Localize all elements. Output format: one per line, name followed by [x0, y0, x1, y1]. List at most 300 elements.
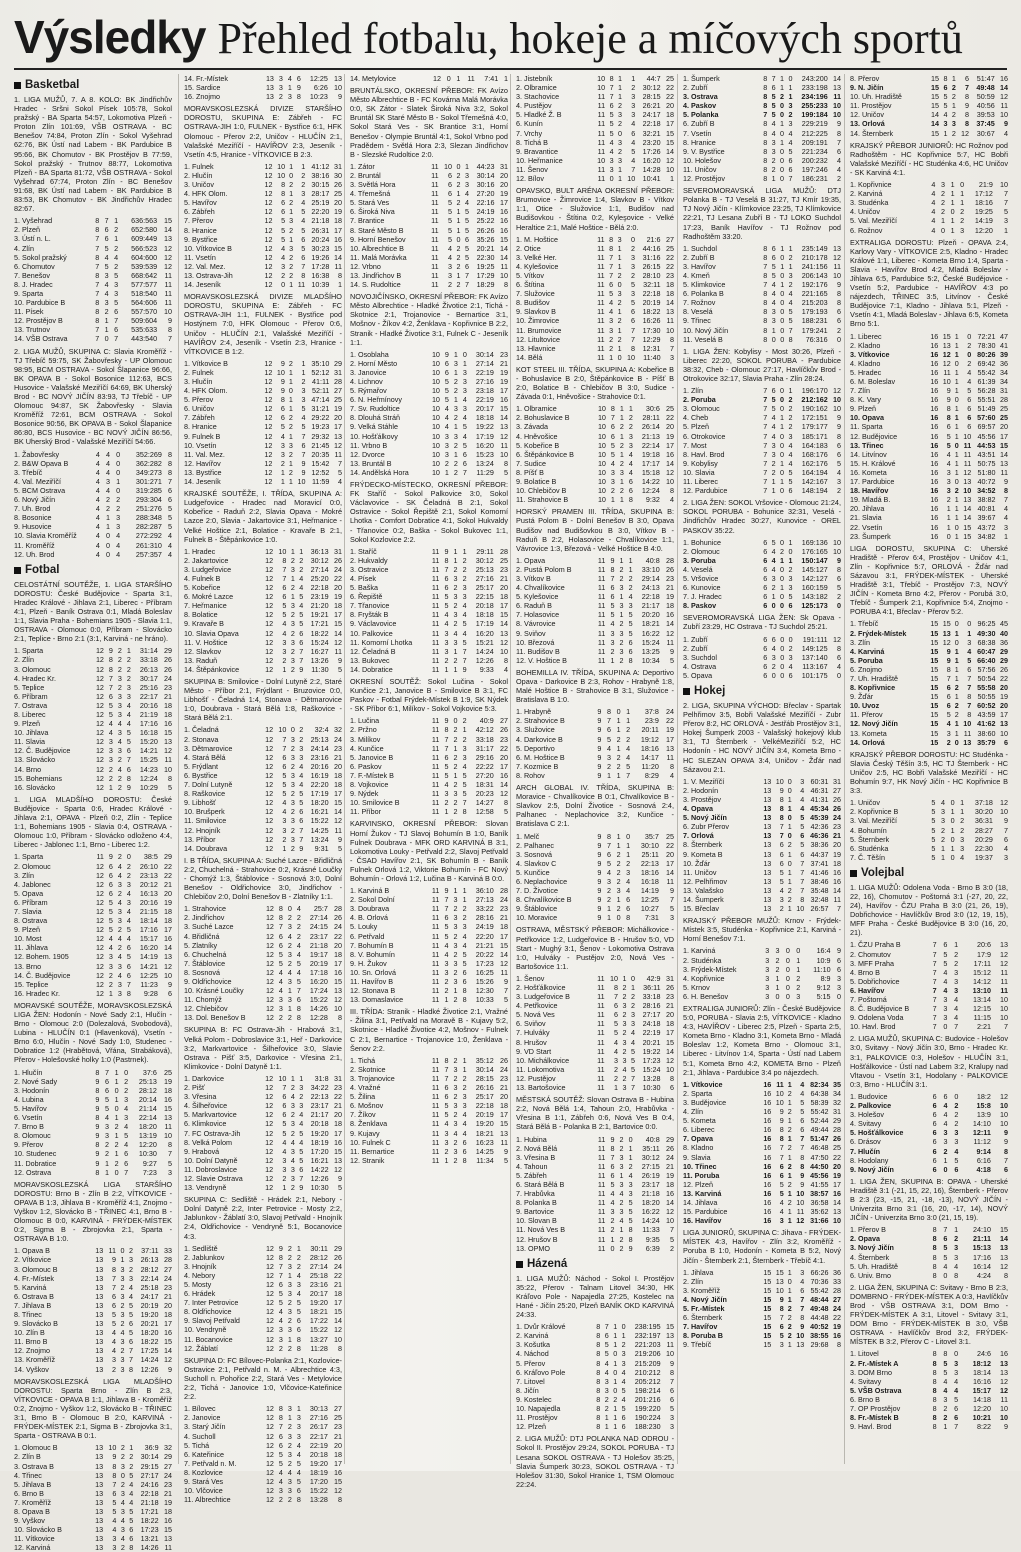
table-row: [850, 1253, 1008, 1262]
stat-cell: 349:273: [135, 467, 162, 477]
stat-cell: 11: [597, 1143, 606, 1153]
stat-cell: 12: [1000, 1261, 1008, 1271]
stat-cell: 3: [444, 440, 449, 450]
stat-cell: 18:2: [976, 1091, 991, 1101]
stat-cell: 4: [771, 422, 776, 432]
stat-cell: 12: [265, 1298, 274, 1308]
stat-cell: 3: [609, 164, 614, 174]
stat-cell: 8: [763, 316, 768, 326]
stat-cell: 1: [780, 583, 785, 593]
stat-cell: 5: [946, 440, 951, 450]
stat-cell: 23:20: [642, 137, 661, 147]
stat-cell: 13: [763, 804, 772, 814]
team-name-cell: 4. Šilheřovice: [184, 1101, 228, 1111]
stat-cell: 9: [670, 886, 674, 896]
stat-cell: 20:17: [309, 1289, 328, 1299]
stat-cell: 288:348: [135, 513, 162, 523]
stat-cell: 12: [500, 431, 508, 441]
table-row: [350, 368, 508, 377]
stat-cell: 9: [597, 734, 602, 744]
table-row: [14, 450, 172, 459]
stat-cell: 1: [619, 449, 624, 459]
table-row: [850, 1013, 1008, 1022]
stat-cell: 0: [943, 1270, 948, 1280]
stat-cell: 8: [965, 119, 970, 129]
stat-cell: 4: [117, 897, 122, 907]
stat-cell: 5: [444, 592, 449, 602]
stat-cell: 4: [837, 155, 841, 165]
stat-cell: 18: [666, 1179, 674, 1189]
standings-table: [350, 350, 508, 477]
stat-cell: 11: [164, 288, 172, 298]
stat-cell: 7: [465, 270, 469, 280]
stat-cell: 2: [796, 982, 801, 992]
stat-cell: 10: [431, 422, 440, 432]
stat-cell: 6: [104, 1085, 109, 1095]
stat-cell: 4: [126, 888, 131, 898]
stat-cell: 2: [453, 949, 458, 959]
team-name-cell: 13. Bartošovice: [516, 1083, 566, 1093]
table-row: [350, 468, 508, 477]
stat-cell: 8: [301, 270, 306, 280]
stat-cell: 11: [1000, 985, 1008, 995]
section-heading: [516, 1257, 674, 1272]
stat-cell: 2: [670, 1243, 674, 1253]
stat-cell: 15: [930, 728, 939, 738]
stat-cell: 14: [833, 1197, 841, 1207]
stat-cell: 2: [619, 1134, 624, 1144]
team-name-cell: 13. Vendryně: [184, 1183, 227, 1193]
stat-cell: 12: [264, 180, 273, 190]
stat-cell: 1: [780, 83, 785, 93]
stat-cell: 0: [943, 1022, 948, 1032]
stat-cell: 1: [787, 1294, 792, 1304]
stat-cell: 6: [763, 592, 768, 602]
team-name-cell: 2. Zubří: [683, 643, 708, 653]
table-row: [184, 1307, 342, 1316]
stat-cell: 13: [95, 1452, 104, 1462]
stat-cell: 28: [500, 886, 508, 896]
team-name-cell: 5. Teplice: [14, 682, 45, 692]
stat-cell: 8: [95, 1140, 100, 1150]
stat-cell: 4: [447, 243, 452, 253]
stat-cell: 0: [954, 737, 959, 747]
stat-cell: 5: [504, 467, 508, 477]
stat-cell: 13: [763, 831, 772, 841]
table-row: [850, 413, 1008, 422]
stat-cell: 44:23: [476, 161, 495, 171]
stat-cell: 2: [462, 734, 467, 744]
team-name-cell: 6. Kunín: [516, 119, 543, 129]
table-row: [850, 92, 1008, 101]
stat-cell: 26: [334, 1252, 342, 1262]
stat-cell: 9: [597, 770, 602, 780]
team-name-cell: 2. Poruba: [683, 395, 716, 405]
stat-cell: 5: [129, 1300, 133, 1310]
team-name-cell: 1. Zubří: [683, 634, 708, 644]
stat-cell: 164:183: [801, 440, 828, 450]
stat-cell: 10: [431, 449, 440, 459]
team-name-cell: 8. Č. Budějovice B: [850, 1004, 910, 1014]
stat-cell: 4: [290, 1137, 295, 1147]
stat-cell: 20:12: [139, 879, 158, 889]
stat-cell: 1: [453, 886, 458, 896]
stat-cell: 509:604: [131, 316, 158, 326]
stat-cell: 13: [500, 628, 508, 638]
stat-cell: 12: [265, 1013, 274, 1023]
stat-cell: 3: [771, 440, 776, 450]
stat-cell: 9: [597, 849, 602, 859]
table-row: [14, 916, 172, 925]
stat-cell: 15: [763, 1294, 772, 1304]
team-name-cell: 1. Osoblaha: [350, 349, 389, 359]
results-paragraph: SEVEROMORAVSKÁ LIGA ŽEN: Sk Opava - Zubří 23:29, HC Ostrava - TJ Suchdol 25:21.: [683, 613, 841, 632]
stat-cell: 1: [619, 610, 624, 620]
stat-cell: 11: [431, 743, 440, 753]
stat-cell: 2: [967, 340, 972, 350]
team-name-cell: 4. Cheb: [683, 413, 709, 423]
team-name-cell: 6. Ostrava B: [14, 1291, 54, 1301]
stat-cell: 9: [597, 725, 602, 735]
stat-cell: 15:23: [475, 449, 494, 459]
table-row: [350, 716, 508, 725]
stat-cell: 4: [610, 1198, 615, 1208]
team-name-cell: 13. Třinec: [850, 440, 884, 450]
stat-cell: 22: [833, 1313, 841, 1323]
team-name-cell: 6. Univ. Brno: [850, 1270, 892, 1280]
stat-cell: 168:176: [801, 449, 828, 459]
stat-cell: 5: [604, 1340, 609, 1350]
stat-cell: 24: [666, 1152, 674, 1162]
stat-cell: 206:143: [801, 270, 828, 280]
stat-cell: 17: [500, 198, 508, 208]
stat-cell: 5: [631, 1064, 635, 1074]
stat-cell: 15: [930, 701, 939, 711]
stat-cell: 1: [613, 1422, 618, 1432]
team-name-cell: 1. Vyšehrad: [14, 216, 53, 226]
stat-cell: 11: [334, 261, 342, 271]
stat-cell: 2: [120, 1543, 125, 1552]
team-name-cell: 4. Fr.-Místek: [14, 1273, 54, 1283]
stat-cell: 13: [164, 737, 172, 747]
stat-cell: 4: [788, 289, 793, 299]
stat-cell: 8: [168, 458, 172, 468]
stat-cell: 8: [126, 988, 131, 998]
table-row: [850, 1092, 1008, 1101]
stat-cell: 5: [931, 852, 936, 862]
stat-cell: 7: [788, 325, 793, 335]
stat-cell: 3: [940, 807, 945, 817]
table-row: [850, 826, 1008, 835]
stat-cell: 12: [265, 555, 274, 565]
team-name-cell: 12. Bohem. 1905: [14, 952, 69, 962]
stat-cell: 3: [126, 879, 131, 889]
stat-cell: 3: [618, 155, 623, 165]
team-name-cell: 12. Bílov: [516, 174, 544, 184]
stat-cell: 7: [95, 243, 100, 253]
stat-cell: 16: [666, 449, 674, 459]
team-name-cell: 6. Kráľovo Pole: [516, 1367, 566, 1377]
team-name-cell: 4. Slavkov C: [516, 858, 557, 868]
stat-cell: 21: [500, 573, 508, 583]
team-name-cell: 10. Uvoz: [850, 701, 880, 711]
stat-cell: 3: [287, 995, 292, 1005]
team-name-cell: 1. Dvůr Králové: [516, 1322, 566, 1332]
stat-cell: 5: [628, 1207, 633, 1217]
stat-cell: 10:39: [311, 280, 330, 290]
stat-cell: 11:12: [973, 1137, 991, 1147]
table-row: [184, 735, 342, 744]
stat-cell: 6: [282, 761, 287, 771]
stat-cell: 11: [96, 852, 104, 862]
stat-cell: 9: [95, 1131, 100, 1141]
stat-cell: 4: [453, 1128, 458, 1138]
table-row: [350, 547, 508, 556]
stat-cell: 4: [299, 573, 304, 583]
standings-table: [350, 74, 508, 83]
team-name-cell: 11. Liberec: [683, 477, 719, 487]
table-row: [184, 592, 342, 601]
team-name-cell: 1. Suchdol: [683, 243, 717, 253]
stat-cell: 27:14: [309, 913, 328, 923]
stat-cell: 1: [453, 367, 458, 377]
stat-cell: 3: [296, 1413, 301, 1423]
stat-cell: 22: [334, 1092, 342, 1102]
team-name-cell: 4. Svitavy: [850, 1376, 882, 1386]
stat-cell: 11:10: [813, 964, 831, 974]
stat-cell: 8: [932, 1270, 937, 1280]
stat-cell: 27: [666, 234, 674, 244]
stat-cell: 76:316: [805, 334, 828, 344]
stat-cell: 26: [833, 804, 841, 814]
stat-cell: 4: [1004, 513, 1008, 523]
stat-cell: 29: [334, 358, 342, 368]
stat-cell: 28:17: [311, 189, 330, 199]
stat-cell: 10: [431, 467, 440, 477]
team-name-cell: 8. Hodolany: [850, 1155, 889, 1165]
stat-cell: 7: [504, 986, 508, 996]
team-name-cell: 2. Kopřivnice B: [850, 807, 899, 817]
stat-cell: 36: [1000, 637, 1008, 647]
stat-cell: 7: [800, 867, 805, 877]
stat-cell: 8: [670, 486, 674, 496]
stat-cell: 31:66: [810, 1216, 829, 1226]
standings-table: [184, 359, 342, 486]
team-name-cell: 2. Kladno: [850, 340, 881, 350]
stat-cell: 3: [940, 816, 945, 826]
stat-cell: 29:14: [641, 573, 660, 583]
stat-cell: 12:11: [972, 1128, 991, 1138]
stat-cell: 38:5: [143, 852, 158, 862]
stat-cell: 8: [609, 74, 614, 83]
stat-cell: 5: [129, 1310, 133, 1319]
stat-cell: 564:606: [131, 298, 158, 308]
stat-cell: 1: [954, 513, 959, 523]
stat-cell: 18:21: [475, 1128, 494, 1138]
stat-cell: 1: [788, 261, 793, 271]
stat-cell: 12: [265, 1289, 274, 1299]
stat-cell: 3: [290, 655, 295, 665]
stat-cell: 11: [500, 967, 508, 977]
stat-cell: 3: [282, 825, 287, 835]
stat-cell: 2: [616, 858, 621, 868]
team-name-cell: 7. Holasovice: [516, 610, 560, 620]
stat-cell: 0: [771, 601, 776, 611]
team-name-cell: 9. Velká Stáhle: [350, 422, 398, 432]
stat-cell: 4: [462, 940, 467, 950]
stat-cell: 1: [610, 1234, 615, 1244]
stat-cell: 11: [431, 180, 439, 190]
stat-cell: 17: [334, 225, 342, 235]
stat-cell: 0: [950, 207, 955, 217]
stat-cell: 17:16: [139, 925, 158, 935]
stat-cell: 238:195: [634, 1322, 661, 1332]
stat-cell: 15: [334, 1476, 342, 1486]
stat-cell: 17:9: [977, 949, 992, 959]
stat-cell: 12: [95, 916, 104, 926]
table-row: [14, 962, 172, 971]
table-row: [850, 629, 1008, 638]
stat-cell: 39: [1000, 349, 1008, 359]
stat-cell: 8: [596, 1385, 601, 1395]
team-name-cell: 3. Zlín: [14, 870, 34, 880]
stat-cell: 2: [278, 92, 283, 102]
stat-cell: 15: [942, 619, 951, 629]
team-name-cell: 8. Sosnová: [184, 967, 220, 977]
stat-cell: 16: [666, 1189, 674, 1199]
stat-cell: 11: [334, 825, 342, 835]
stat-cell: 2: [610, 486, 615, 496]
stat-cell: 28:12: [140, 1264, 159, 1274]
stat-cell: 1: [787, 849, 792, 859]
stat-cell: 3: [282, 1155, 287, 1165]
stat-cell: 2: [954, 1119, 959, 1129]
team-name-cell: 13. Domaslavice: [350, 995, 404, 1005]
team-name-cell: 11. Smilovice: [184, 816, 227, 826]
stat-cell: 37:6: [142, 1067, 157, 1077]
table-row: [184, 1138, 342, 1147]
stat-cell: 12: [265, 940, 274, 950]
table-row: [14, 1471, 172, 1480]
stat-cell: 2: [788, 395, 793, 405]
stat-cell: 6: [108, 870, 113, 880]
stat-cell: 4: [462, 1128, 467, 1138]
stat-cell: 33:22: [475, 904, 494, 914]
stat-cell: 5: [504, 995, 508, 1005]
stat-cell: 2: [619, 619, 624, 629]
team-name-cell: 1. Bílovec: [184, 1404, 216, 1414]
stat-cell: 8: [596, 1340, 601, 1350]
team-name-cell: 5. Hradec: [850, 367, 882, 377]
table-row: [516, 147, 674, 156]
stat-cell: 1: [114, 1149, 119, 1159]
table-row: [14, 1168, 172, 1177]
stat-cell: 38:57: [810, 1188, 829, 1198]
stat-cell: 23: [500, 904, 508, 914]
stat-cell: 4: [946, 458, 951, 468]
stat-cell: 6: [628, 486, 633, 496]
stat-cell: 11: [431, 940, 440, 950]
stat-cell: 1: [619, 431, 624, 441]
stat-cell: 9: [597, 867, 602, 877]
stat-cell: 10: [833, 395, 841, 405]
stat-cell: 4: [771, 555, 776, 565]
stat-cell: 2: [289, 225, 294, 235]
stat-cell: 14:22: [641, 477, 660, 487]
team-name-cell: 8. Třinec: [14, 1310, 42, 1319]
stat-cell: 7: [444, 1064, 449, 1074]
standings-table: [683, 538, 841, 611]
stat-cell: 1: [954, 504, 959, 514]
stat-cell: 7: [609, 252, 614, 262]
stat-cell: 5: [126, 952, 131, 962]
stat-cell: 2: [626, 734, 631, 744]
stat-cell: 34:22: [310, 1083, 329, 1093]
stat-cell: 1: [280, 477, 285, 487]
stat-cell: 6: [932, 1155, 937, 1165]
stat-cell: 6: [610, 431, 615, 441]
stat-cell: 14: [963, 513, 972, 523]
stat-cell: 4: [124, 1140, 129, 1150]
stat-cell: 2: [117, 664, 122, 674]
stat-cell: 2: [444, 1146, 449, 1156]
stat-cell: 14: [833, 885, 841, 895]
table-row: [516, 298, 674, 307]
team-name-cell: 11. Prostějov: [516, 1413, 558, 1423]
results-paragraph: KARVINSKO, OKRESNÍ PŘEBOR: Slovan Horní Žukov - TJ Slavoj Bohumín B 1:0, Baník Fulnek Doubrava - MFK ORD KARVINÁ B 3:1, Lokomotiva Louky - Petřvald 2:2, Slavoj Petřvald - ČSAD Havířov 2:1, SK Bohumín B - Baník Fulnek Orlová 1:2, Viktorie Bohumín - FC Nový Bohumín - Orlová 1:2, Lučina B - Karviná B 0:0.: [350, 819, 508, 883]
stat-cell: 11: [597, 619, 606, 629]
team-name-cell: 1. Čeladná: [184, 725, 219, 735]
stat-cell: 2: [287, 1440, 292, 1450]
stat-cell: 29: [164, 1452, 172, 1462]
stat-cell: 1: [954, 340, 959, 350]
stat-cell: 4: [462, 413, 467, 423]
table-row: [850, 1413, 1008, 1422]
stat-cell: 9: [444, 349, 449, 359]
table-row: [683, 795, 841, 804]
team-name-cell: 7. Opava: [683, 1134, 713, 1144]
team-name-cell: 10. Fulnek C: [350, 1137, 391, 1147]
stat-cell: 8: [800, 1152, 805, 1162]
stat-cell: 1: [787, 1188, 792, 1198]
table-row: [683, 298, 841, 307]
table-row: [516, 495, 674, 504]
team-name-cell: 1. Jistebník: [516, 74, 553, 83]
stat-cell: 16: [763, 1161, 772, 1171]
table-row: [850, 1422, 1008, 1431]
table-row: [350, 798, 508, 807]
team-name-cell: 5. Deportivo: [516, 743, 555, 753]
stat-cell: 15: [164, 216, 172, 226]
stat-cell: 9: [597, 752, 602, 762]
stat-cell: 5: [296, 1458, 301, 1468]
team-name-cell: 6. N. Heřmínovy: [350, 395, 402, 405]
stat-cell: 7: [932, 940, 937, 950]
table-row: [683, 119, 841, 128]
stat-cell: 12: [334, 637, 342, 647]
team-name-cell: 10. Brušperk: [184, 807, 225, 817]
stat-cell: 5:15: [816, 991, 831, 1001]
stat-cell: 1: [114, 1076, 119, 1086]
stat-cell: 55:58: [977, 683, 996, 693]
stat-cell: 23: [334, 1422, 342, 1432]
stat-cell: 12: [95, 746, 104, 756]
stat-cell: 0: [780, 537, 785, 547]
stat-cell: 2: [606, 895, 611, 905]
stat-cell: 2: [290, 843, 295, 853]
stat-cell: 8: [932, 1413, 937, 1423]
stat-cell: 3: [108, 961, 113, 971]
